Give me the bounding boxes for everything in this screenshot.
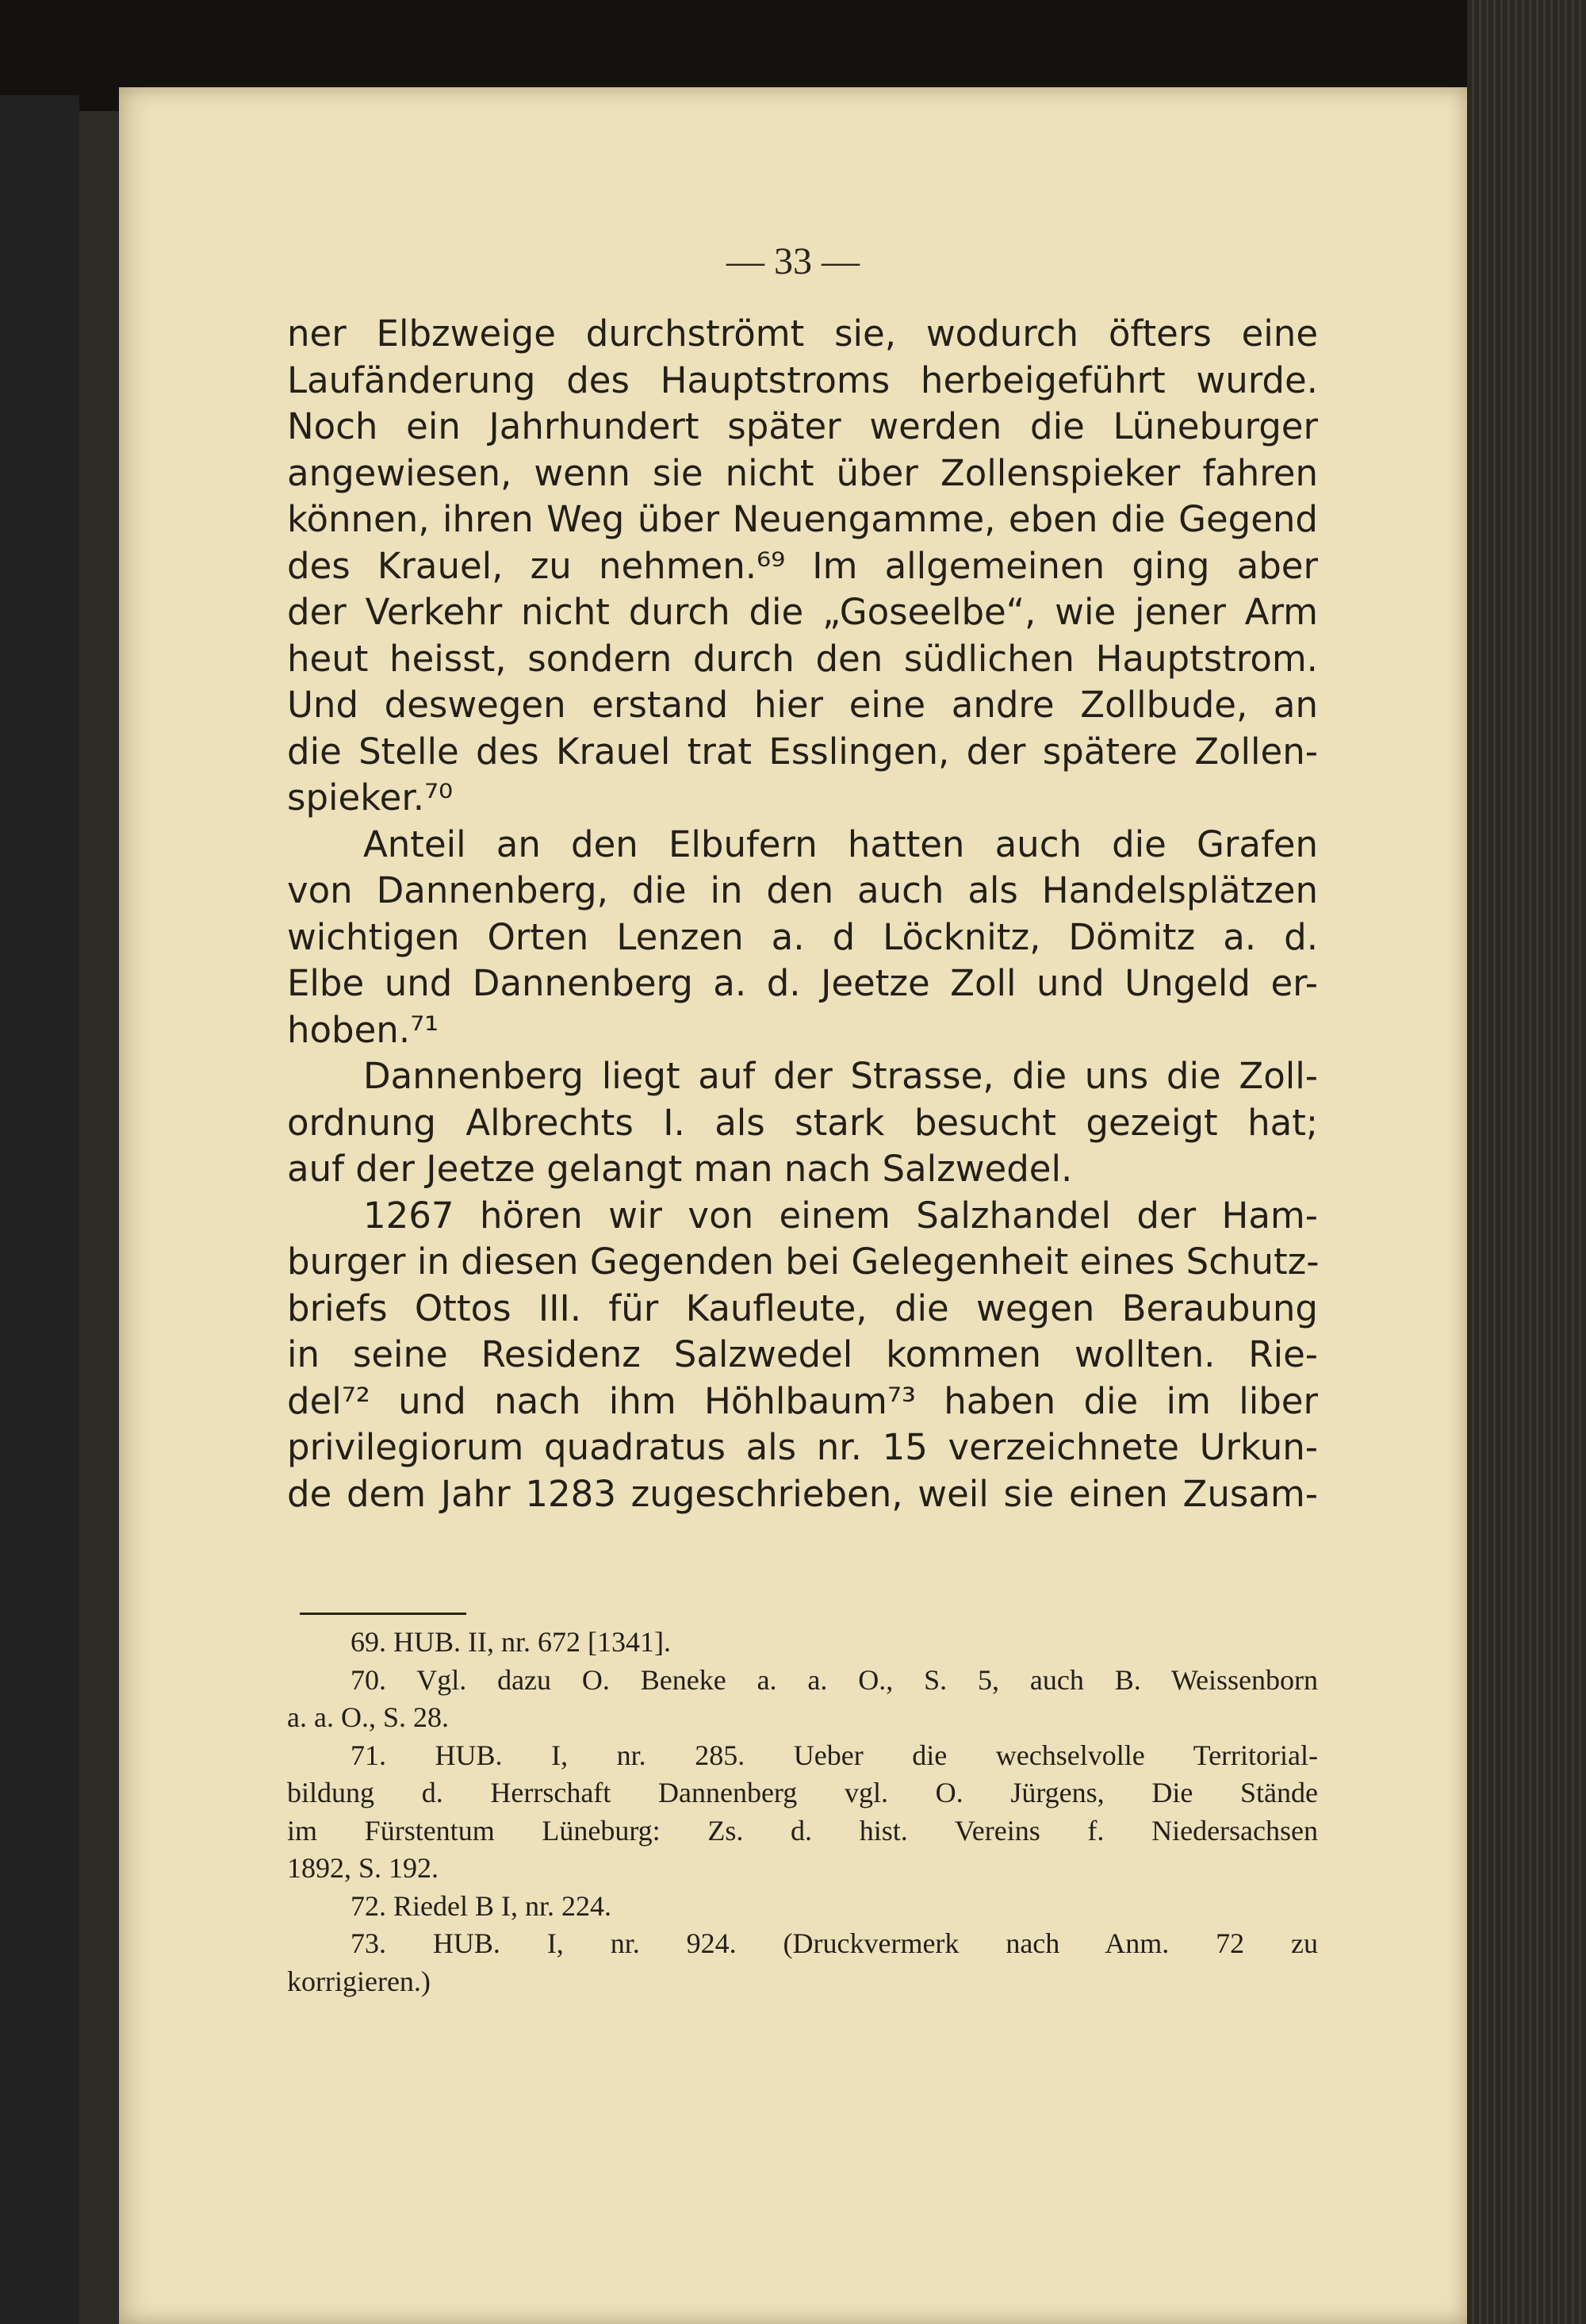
text-line: Elbe und Dannenberg a. d. Jeetze Zoll und Ungeld er- — [287, 962, 1318, 1004]
text-line: Dannenberg liegt auf der Strasse, die uns die Zoll- — [363, 1055, 1318, 1097]
text-line: spieker.⁷⁰ — [287, 777, 454, 819]
text-line: angewiesen, wenn sie nicht über Zollenspieker fahren — [287, 451, 1318, 494]
text-line: Und deswegen erstand hier eine andre Zollbude, an — [287, 684, 1318, 726]
text-line: ner Elbzweige durchströmt sie, wodurch öfters eine — [287, 313, 1318, 355]
footnote-line: korrigieren.) — [287, 1965, 431, 1997]
page-number: — 33 — — [726, 240, 860, 282]
text-line: briefs Ottos III. für Kaufleute, die wegen Beraubung — [287, 1287, 1318, 1329]
text-line: Laufänderung des Hauptstroms herbeigeführt wurde. — [287, 359, 1318, 401]
text-line: des Krauel, zu nehmen.⁶⁹ Im allgemeinen ging aber — [287, 544, 1318, 587]
footnote-line: im Fürstentum Lüneburg: Zs. d. hist. Vereins f. Niedersachsen — [287, 1814, 1318, 1847]
text-line: hoben.⁷¹ — [287, 1008, 439, 1051]
footnotes — [287, 1624, 1318, 2000]
book-page — [119, 87, 1467, 2324]
text-line: von Dannenberg, die in den auch als Handelsplätzen — [287, 869, 1318, 911]
text-line: wichtigen Orten Lenzen a. d Löcknitz, Dömitz a. d. — [287, 915, 1318, 958]
text-line: können, ihren Weg über Neuengamme, eben die Gegend — [287, 498, 1318, 540]
footnote-line: 69. HUB. II, nr. 672 [1341]. — [351, 1626, 671, 1658]
text-line: der Verkehr nicht durch die „Goseelbe“, wie jener Arm — [287, 591, 1318, 633]
text-line: ordnung Albrechts I. als stark besucht gezeigt hat; — [287, 1101, 1318, 1144]
footnote-line: bildung d. Herrschaft Dannenberg vgl. O. Jürgens, Die Stände — [287, 1777, 1318, 1808]
text-line: auf der Jeetze gelangt man nach Salzwedel. — [287, 1148, 1073, 1190]
text-line: privilegiorum quadratus als nr. 15 verzeichnete Urkun- — [287, 1426, 1318, 1468]
footnote-line: 72. Riedel B I, nr. 224. — [351, 1889, 611, 1922]
body-text — [287, 311, 1318, 1517]
text-line: 1267 hören wir von einem Salzhandel der Ham- — [363, 1194, 1318, 1237]
text-line: Noch ein Jahrhundert später werden die Lüneburger — [287, 405, 1318, 447]
footnote-separator — [300, 1613, 466, 1615]
footnote-line: a. a. O., S. 28. — [287, 1701, 449, 1733]
book-cover-left — [0, 95, 79, 2324]
text-line: del⁷² und nach ihm Höhlbaum⁷³ haben die im liber — [287, 1379, 1318, 1422]
page-stack-edge — [1467, 0, 1586, 2324]
footnote-line: 1892, S. 192. — [287, 1852, 439, 1884]
footnote-line: 73. HUB. I, nr. 924. (Druckvermerk nach Anm. 72 zu — [351, 1927, 1318, 1959]
text-line: Anteil an den Elbufern hatten auch die Grafen — [363, 823, 1318, 865]
text-line: die Stelle des Krauel trat Esslingen, der spätere Zollen- — [287, 730, 1318, 773]
footnote-line: 70. Vgl. dazu O. Beneke a. a. O., S. 5, auch B. Weissenborn — [351, 1663, 1318, 1696]
text-line: heut heisst, sondern durch den südlichen Hauptstrom. — [287, 637, 1318, 680]
footnote-line: 71. HUB. I, nr. 285. Ueber die wechselvolle Territorial- — [351, 1739, 1318, 1771]
text-line: de dem Jahr 1283 zugeschrieben, weil sie einen Zusam- — [287, 1472, 1318, 1515]
text-line: burger in diesen Gegenden bei Gelegenheit eines Schutz- — [287, 1241, 1320, 1283]
text-line: in seine Residenz Salzwedel kommen wollten. Rie- — [287, 1333, 1318, 1375]
